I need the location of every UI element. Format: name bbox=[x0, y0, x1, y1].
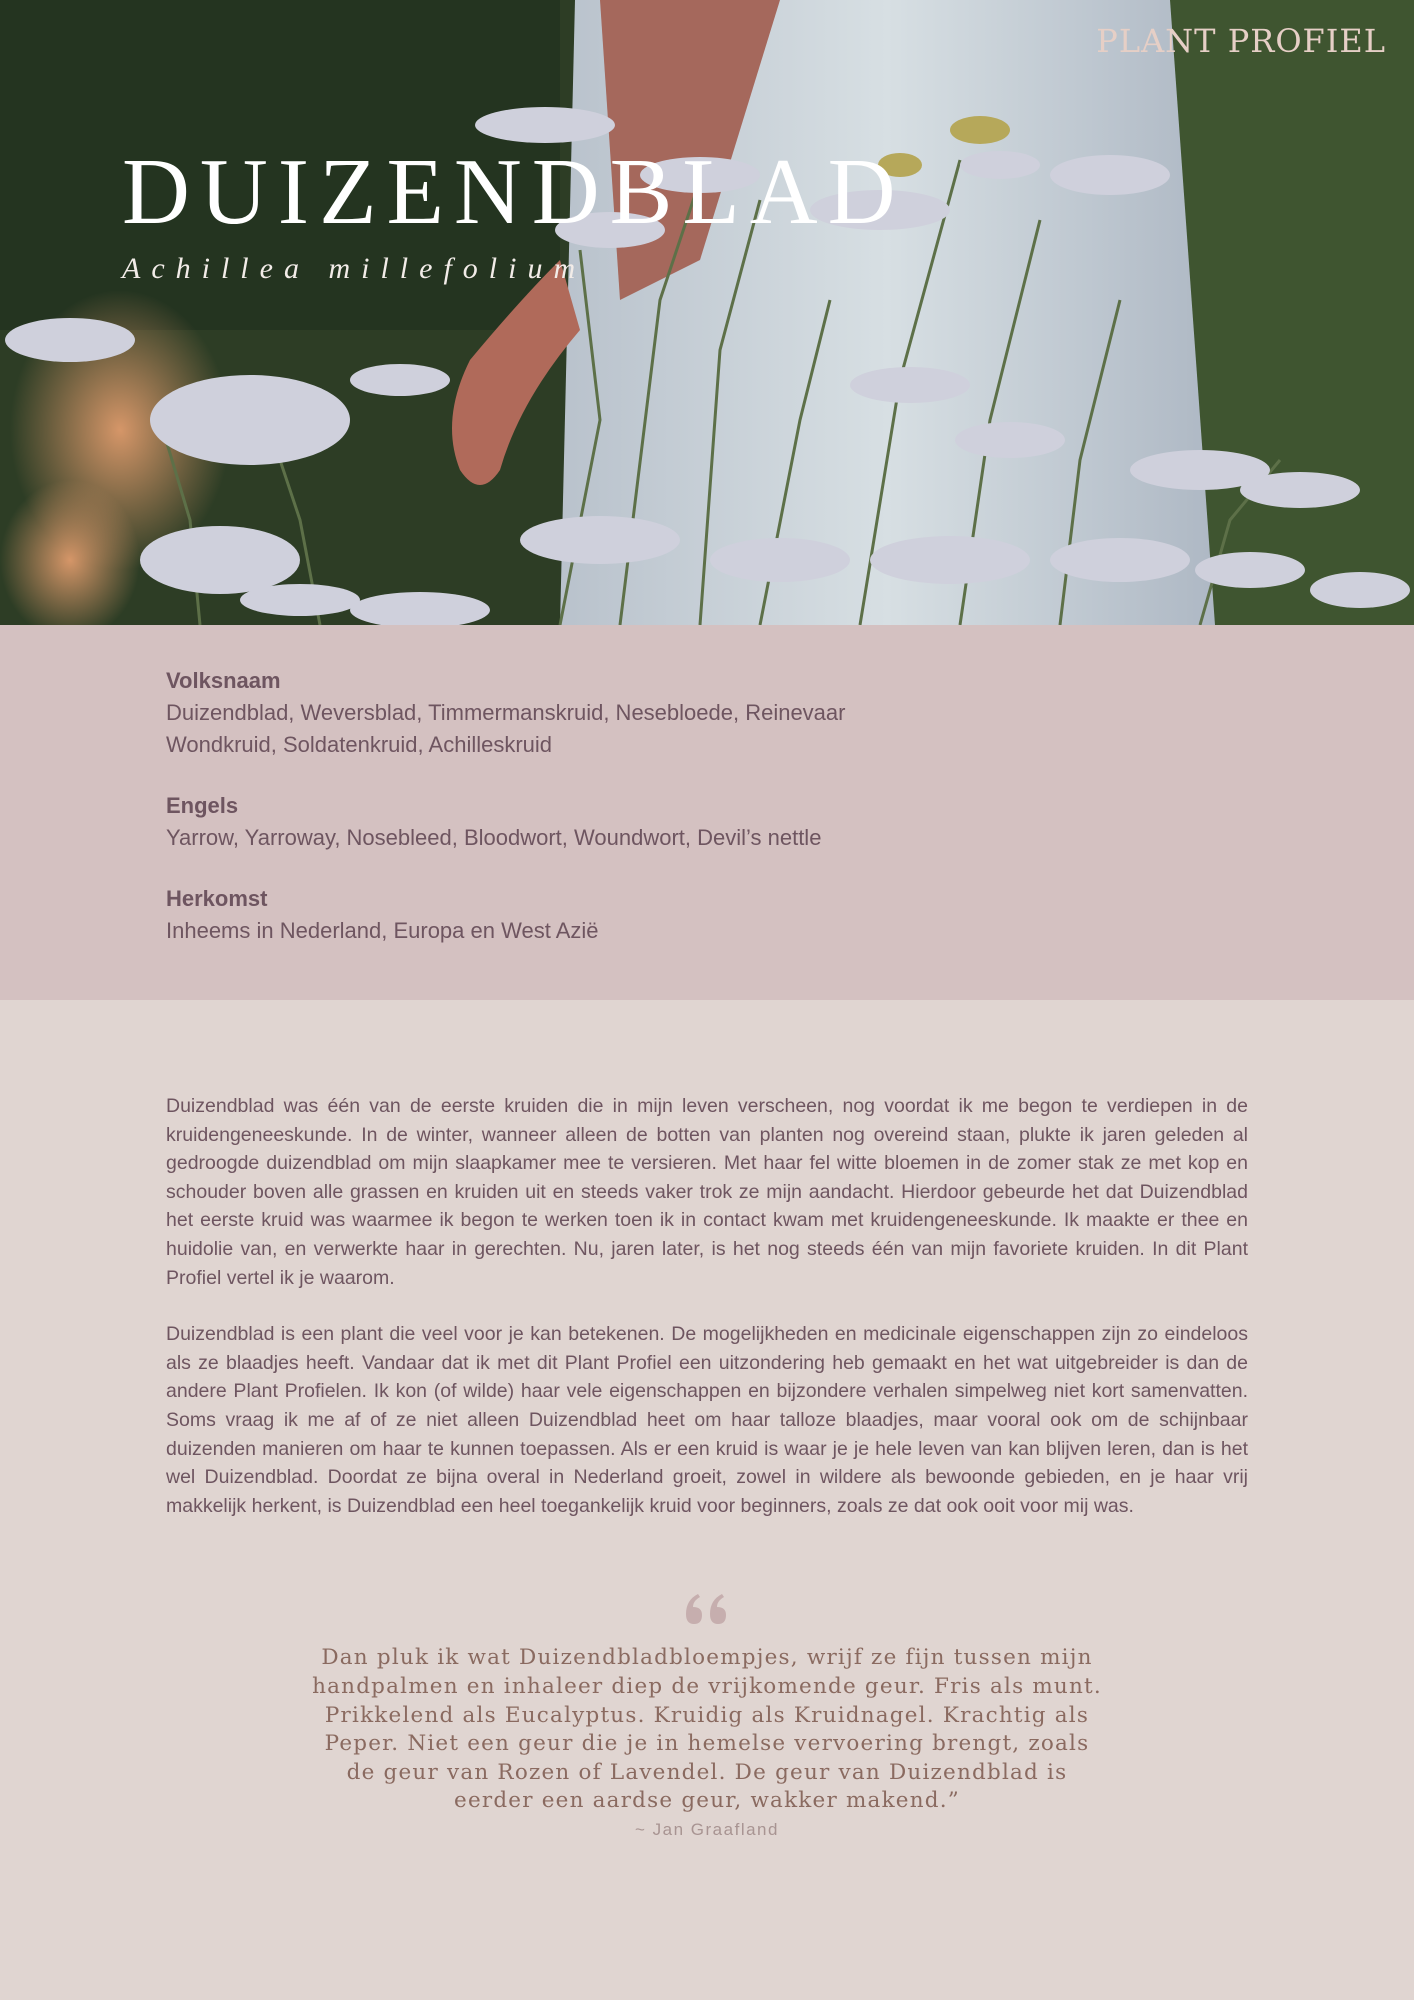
english-names-field bbox=[166, 790, 1414, 854]
page-title: DUIZENDBLAD bbox=[122, 140, 906, 244]
origin-field bbox=[166, 883, 1414, 947]
field-label: Engels bbox=[166, 793, 239, 818]
folk-names-field bbox=[166, 665, 1414, 761]
field-label: Herkomst bbox=[166, 886, 268, 911]
quote-author: ~ Jan Graafland bbox=[635, 1819, 779, 1839]
body-paragraph: Duizendblad is een plant die veel voor je kan betekenen. De mogelijkheden en medicinale eigenschappen zijn zo eindeloos als ze blaadjes heeft. Vandaar dat ik met dit Plant Profiel een uitzondering heb gemaakt en het wat uitgebreider is dan de andere Plant Profielen. Ik kon (of wilde) haar vele eigenschappen en bijzondere verhalen simpelweg niet kort samenvatten. Soms vraag ik me af of ze niet alleen Duizendblad heet om haar talloze blaadjes, maar vooral ook om de schijnbaar duizenden manieren om haar te kunnen toepassen. Als er een kruid is waar je je hele leven van kan blijven leren, dan is het wel Duizendblad. Doordat ze bijna overal in Nederland groeit, zowel in wildere als bewoonde gebieden, en je haar vrij makkelijk herkent, is Duizendblad een heel toegankelijk kruid voor beginners, zoals ze dat ook ooit voor mij was. bbox=[166, 1323, 1248, 1517]
field-value: Duizendblad, Weversblad, Timmermanskruid, Nesebloede, Reinevaar Wondkruid, Soldatenkruid, Achilleskruid bbox=[166, 700, 846, 757]
field-value: Yarrow, Yarroway, Nosebleed, Bloodwort, Woundwort, Devil’s nettle bbox=[166, 825, 822, 850]
quote-icon bbox=[684, 1592, 730, 1630]
body-section bbox=[0, 1000, 1414, 1840]
field-value: Inheems in Nederland, Europa en West Azië bbox=[166, 918, 599, 943]
field-label: Volksnaam bbox=[166, 668, 281, 693]
latin-name: Achillea millefolium bbox=[122, 252, 587, 285]
quote-block bbox=[166, 1592, 1248, 1840]
hero-photo bbox=[0, 0, 1414, 625]
quote-text: Dan pluk ik wat Duizendbladbloempjes, wrijf ze fijn tussen mijn handpalmen en inhaleer diep de vrijkomende geur. Fris als munt. Prikkelend als Eucalyptus. Kruidig als Kruidnagel. Krachtig als Peper. Niet een geur die je in hemelse vervoering brengt, zoals de geur van Rozen of Lavendel. De geur van Duizendblad is eerder een aardse geur, wakker makend.” bbox=[312, 1645, 1102, 1814]
hero-banner bbox=[0, 0, 1414, 625]
brand-label: PLANT PROFIEL bbox=[1096, 22, 1386, 60]
body-paragraph: Duizendblad was één van de eerste kruiden die in mijn leven verscheen, nog voordat ik me begon te verdiepen in de kruidengeneeskunde. In de winter, wanneer alleen de botten van planten nog overeind staan, plukte ik jaren geleden al gedroogde duizendblad om mijn slaapkamer mee te versieren. Met haar fel witte bloemen in de zomer stak ze met kop en schouder boven alle grassen en kruiden uit en steeds vaker trok ze mijn aandacht. Hierdoor gebeurde het dat Duizendblad het eerste kruid was waarmee ik begon te werken toen ik in contact kwam met kruidengeneeskunde. Ik maakte er thee en huidolie van, en verwerkte haar in gerechten. Nu, jaren later, is het nog steeds één van mijn favoriete kruiden. In dit Plant Profiel vertel ik je waarom. bbox=[166, 1095, 1248, 1289]
names-section bbox=[0, 625, 1414, 1000]
